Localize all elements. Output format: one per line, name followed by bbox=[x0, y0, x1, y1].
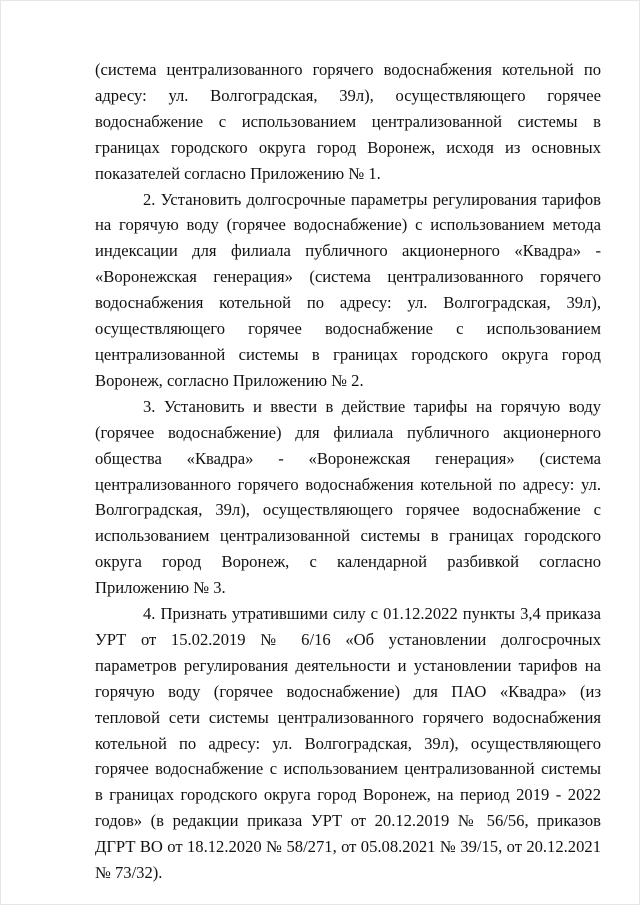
paragraph-item-2: 2. Установить долгосрочные параметры регулирования тарифов на горячую воду (горячее водоснабжение) с использованием метода индексации для филиала публичного акционерного «Квадра» - «Воронежская генерация» (система централизованного горячего водоснабжения котельной по адресу: ул. Волгоградская, 39л), осуществляющего горячее водоснабжение с использованием централизованной системы в границах городского округа город Воронеж, согласно Приложению № 2. bbox=[95, 189, 601, 390]
paragraph-item-4: 4. Признать утратившими силу с 01.12.2022 пункты 3,4 приказа УРТ от 15.02.2019 № 6/16 «Об установлении долгосрочных параметров регулирования деятельности и установлении тарифов на горячую воду (горячее водоснабжение) для ПАО «Квадра» (из тепловой сети системы централизованного горячего водоснабжения котельной по адресу: ул. Волгоградская, 39л), осуществляющего горячее водоснабжение с использованием централизованной системы в границах городского округа город Воронеж, на период 2019 - 2022 годов» (в редакции приказа УРТ от 20.12.2019 № 56/56, приказов ДГРТ ВО от 18.12.2020 № 58/271, от 05.08.2021 № 39/15, от 20.12.2021 № 73/32). bbox=[95, 604, 601, 883]
paragraph-item-3: 3. Установить и ввести в действие тарифы на горячую воду (горячее водоснабжение) для филиала публичного акционерного общества «Квадра» - «Воронежская генерация» (система централизованного горячего водоснабжения котельной по адресу: ул. Волгоградская, 39л), осуществляющего горячее водоснабжение с использованием централизованной системы в границах городского округа город Воронеж, с календарной разбивкой согласно Приложению № 3. bbox=[95, 396, 601, 598]
paragraph-continuation: (система централизованного горячего водоснабжения котельной по адресу: ул. Волгоградская, 39л), осуществляющего горячее водоснабжение с использованием централизованной системы в границах городского округа город Воронеж, исходя из основных показателей согласно Приложению № 1. bbox=[95, 60, 601, 183]
document-body bbox=[95, 57, 601, 886]
